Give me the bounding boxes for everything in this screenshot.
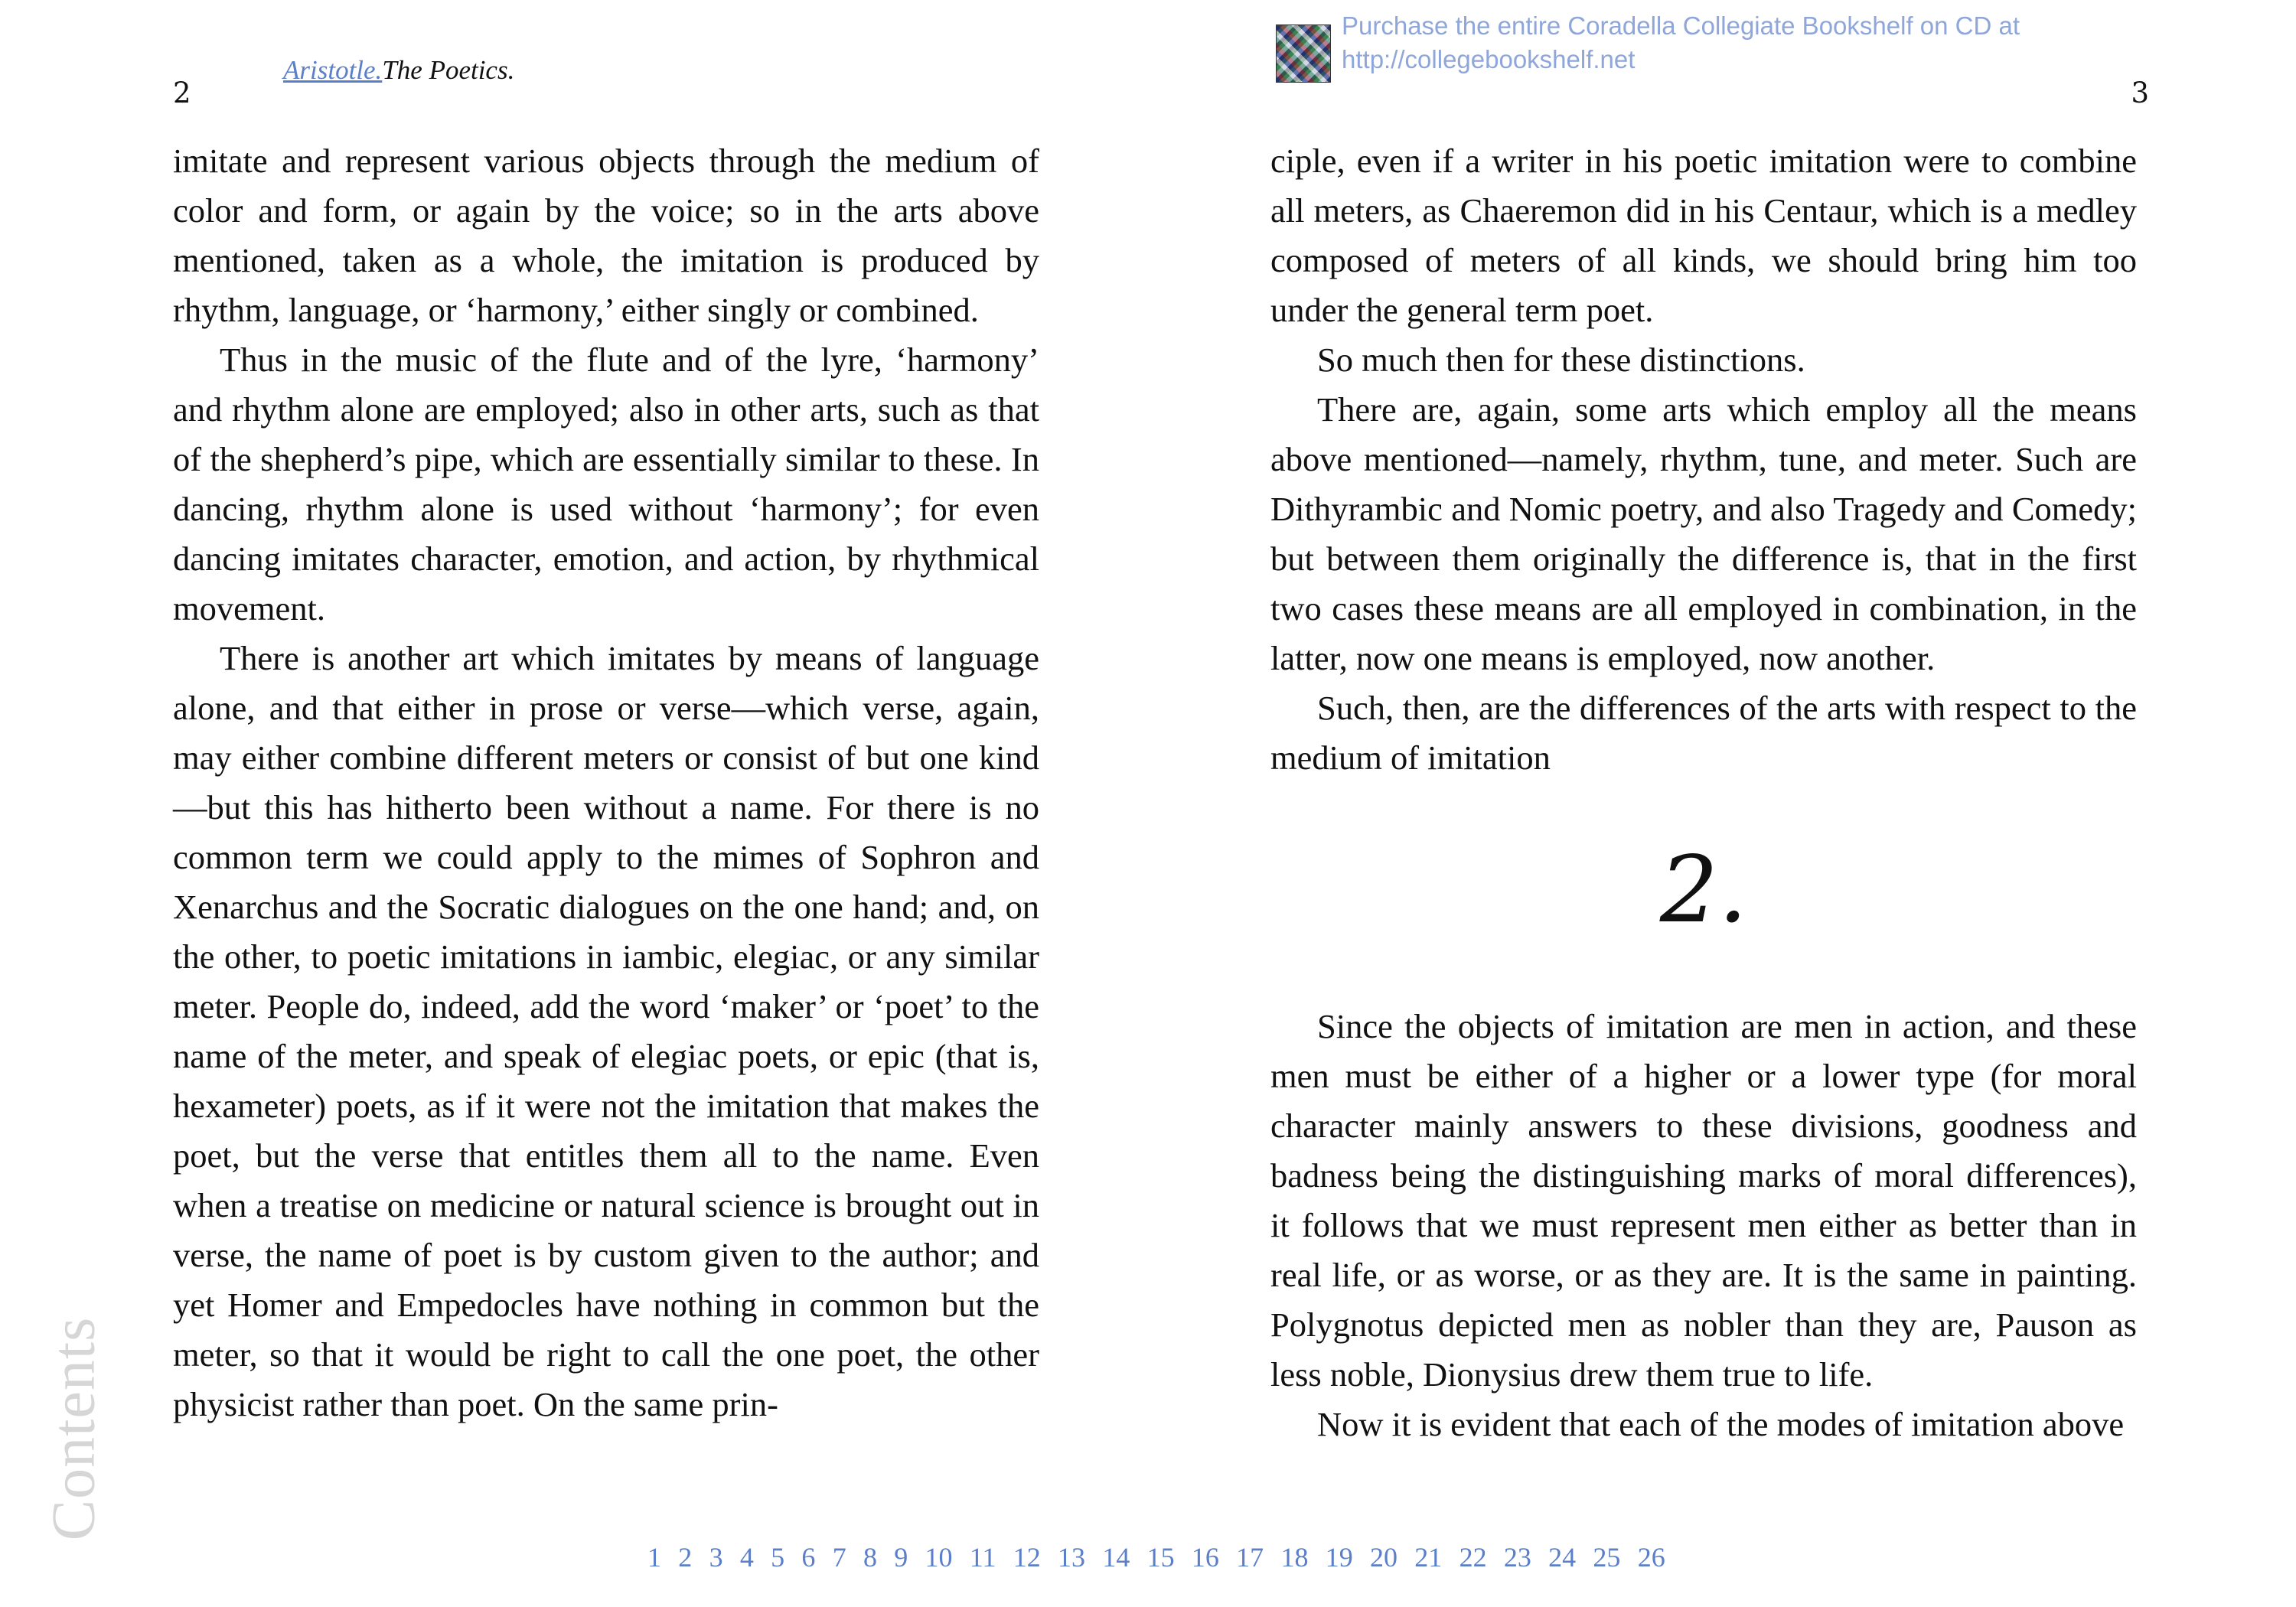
promo-banner[interactable]	[1276, 9, 2079, 83]
page-navigation	[647, 1542, 1665, 1573]
right-page-text	[1270, 136, 2137, 1449]
page-link-24[interactable]: 24	[1548, 1542, 1577, 1573]
paragraph: Such, then, are the differences of the arts with respect to the medium of imitation	[1270, 689, 2137, 777]
bookshelf-logo-icon	[1276, 24, 1331, 83]
page-link-14[interactable]: 14	[1102, 1542, 1130, 1573]
page-link-12[interactable]: 12	[1013, 1542, 1041, 1573]
paragraph: So much then for these distinctions.	[1317, 341, 1805, 379]
left-page-text	[173, 136, 1039, 1429]
paragraph: There are, again, some arts which employ all the means above mentioned—namely, rhythm, tune, and meter. Such are Dithyrambic and Nomic poetry, and also Tragedy and Comedy; but between them originally the difference is, that in the first two cases these means are all employed in combination, in the latter, now one means is employed, now another.	[1270, 390, 2137, 677]
book-title: The Poetics.	[382, 55, 515, 85]
page-link-2[interactable]: 2	[678, 1542, 693, 1573]
page-link-8[interactable]: 8	[863, 1542, 877, 1573]
page-link-26[interactable]: 26	[1637, 1542, 1665, 1573]
paragraph: There is another art which imitates by means of language alone, and that either in prose or verse—which verse, again, may either combine different meters or consist of but one kind—but this has hitherto been without a name. For there is no common term we could apply to the mimes of Sophron and Xenarchus and the Socratic dialogues on the one hand; and, on the other, to poetic imitations in iambic, elegiac, or any similar meter. People do, indeed, add the word ‘maker’ or ‘poet’ to the name of the meter, and speak of elegiac poets, or epic (that is, hexameter) poets, as if it were not the imitation that makes the poet, but the verse that entitles them all to the name. Even when a treatise on medicine or natural science is brought out in verse, the name of poet is by custom given to the author; and yet Homer and Empedocles have nothing in common but the meter, so that it would be right to call the one poet, the other physicist rather than poet. On the same prin-	[173, 639, 1039, 1423]
page-link-23[interactable]: 23	[1503, 1542, 1531, 1573]
page-link-7[interactable]: 7	[832, 1542, 846, 1573]
page-link-10[interactable]: 10	[925, 1542, 953, 1573]
page-link-18[interactable]: 18	[1280, 1542, 1309, 1573]
chapter-heading: 2.	[1659, 837, 1748, 944]
page-link-5[interactable]: 5	[771, 1542, 785, 1573]
page-link-17[interactable]: 17	[1236, 1542, 1264, 1573]
page-link-22[interactable]: 22	[1459, 1542, 1487, 1573]
running-header	[283, 54, 514, 87]
page-link-3[interactable]: 3	[709, 1542, 723, 1573]
paragraph: Thus in the music of the flute and of the lyre, ‘harmony’ and rhythm alone are employed; also in other arts, such as that of the shepherd’s pipe, which are essentially similar to these. In dancing, rhythm alone is used without ‘harmony’; for even dancing imitates character, emotion, and action, by rhythmical movement.	[173, 341, 1039, 627]
page-link-13[interactable]: 13	[1058, 1542, 1086, 1573]
promo-url[interactable]: http://collegebookshelf.net	[1342, 45, 1636, 73]
paragraph: imitate and represent various objects through the medium of color and form, or again by the voice; so in the arts above mentioned, taken as a whole, the imitation is produced by rhythm, language, or ‘harmony,’ either singly or combined.	[173, 142, 1039, 329]
paragraph: ciple, even if a writer in his poetic imitation were to combine all meters, as Chaeremon did in his Centaur, which is a medley composed of meters of all kinds, we should bring him too under the general term poet.	[1270, 142, 2137, 329]
page-link-11[interactable]: 11	[969, 1542, 996, 1573]
page-link-9[interactable]: 9	[894, 1542, 908, 1573]
left-page-number: 2	[173, 77, 191, 109]
promo-line-1[interactable]: Purchase the entire Coradella Collegiate Bookshelf on CD at	[1342, 11, 2020, 40]
page-link-21[interactable]: 21	[1414, 1542, 1443, 1573]
page-link-20[interactable]: 20	[1370, 1542, 1398, 1573]
page-link-15[interactable]: 15	[1146, 1542, 1175, 1573]
paragraph: Now it is evident that each of the modes of imitation above	[1317, 1405, 2125, 1443]
page-link-4[interactable]: 4	[739, 1542, 754, 1573]
page-link-16[interactable]: 16	[1191, 1542, 1219, 1573]
paragraph: Since the objects of imitation are men in action, and these men must be either of a higher or a lower type (for moral character mainly answers to these divisions, goodness and badness being the distinguishing marks of moral differences), it follows that we must represent men either as better than in real life, or as worse, or as they are. It is the same in painting. Polygnotus depicted men as nobler than they are, Pauson as less noble, Dionysius drew them true to life.	[1270, 1007, 2137, 1393]
contents-label[interactable]: Contents	[40, 1316, 108, 1541]
author-link[interactable]: Aristotle.	[283, 55, 383, 85]
promo-text[interactable]	[1342, 9, 2020, 77]
page-link-19[interactable]: 19	[1325, 1542, 1353, 1573]
page-link-1[interactable]: 1	[647, 1542, 661, 1573]
right-page-number: 3	[2131, 77, 2149, 109]
page-link-25[interactable]: 25	[1593, 1542, 1621, 1573]
contents-tab[interactable]	[40, 1310, 109, 1547]
page-link-6[interactable]: 6	[801, 1542, 816, 1573]
